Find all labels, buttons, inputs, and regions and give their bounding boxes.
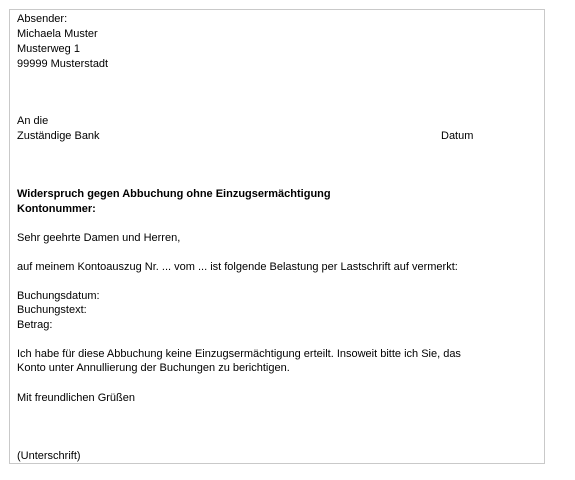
booking-date-label: Buchungsdatum: [17,290,100,302]
date-label: Datum [441,130,474,142]
subject-line-2: Kontonummer: [17,203,96,215]
signature-placeholder: (Unterschrift) [17,450,81,462]
sender-label: Absender: [17,13,68,25]
sender-city: 99999 Musterstadt [17,58,109,70]
sender-name: Michaela Muster [17,28,98,40]
body-line-2: Konto unter Annullierung der Buchungen zu berichtigen. [17,362,290,374]
intro-text: auf meinem Kontoauszug Nr. ... vom ... ist folgende Belastung per Lastschrift auf vermerkt: [17,261,458,273]
recipient-line-1: An die [17,115,49,127]
salutation: Sehr geehrte Damen und Herren, [17,232,181,244]
amount-label: Betrag: [17,319,53,331]
recipient-line-2: Zuständige Bank [17,130,100,142]
sender-street: Musterweg 1 [17,43,80,55]
body-line-1: Ich habe für diese Abbuchung keine Einzugsermächtigung erteilt. Insoweit bitte ich Sie, das [17,348,461,360]
closing: Mit freundlichen Grüßen [17,392,135,404]
booking-text-label: Buchungstext: [17,304,87,316]
subject-line-1: Widerspruch gegen Abbuchung ohne Einzugsermächtigung [17,188,331,200]
